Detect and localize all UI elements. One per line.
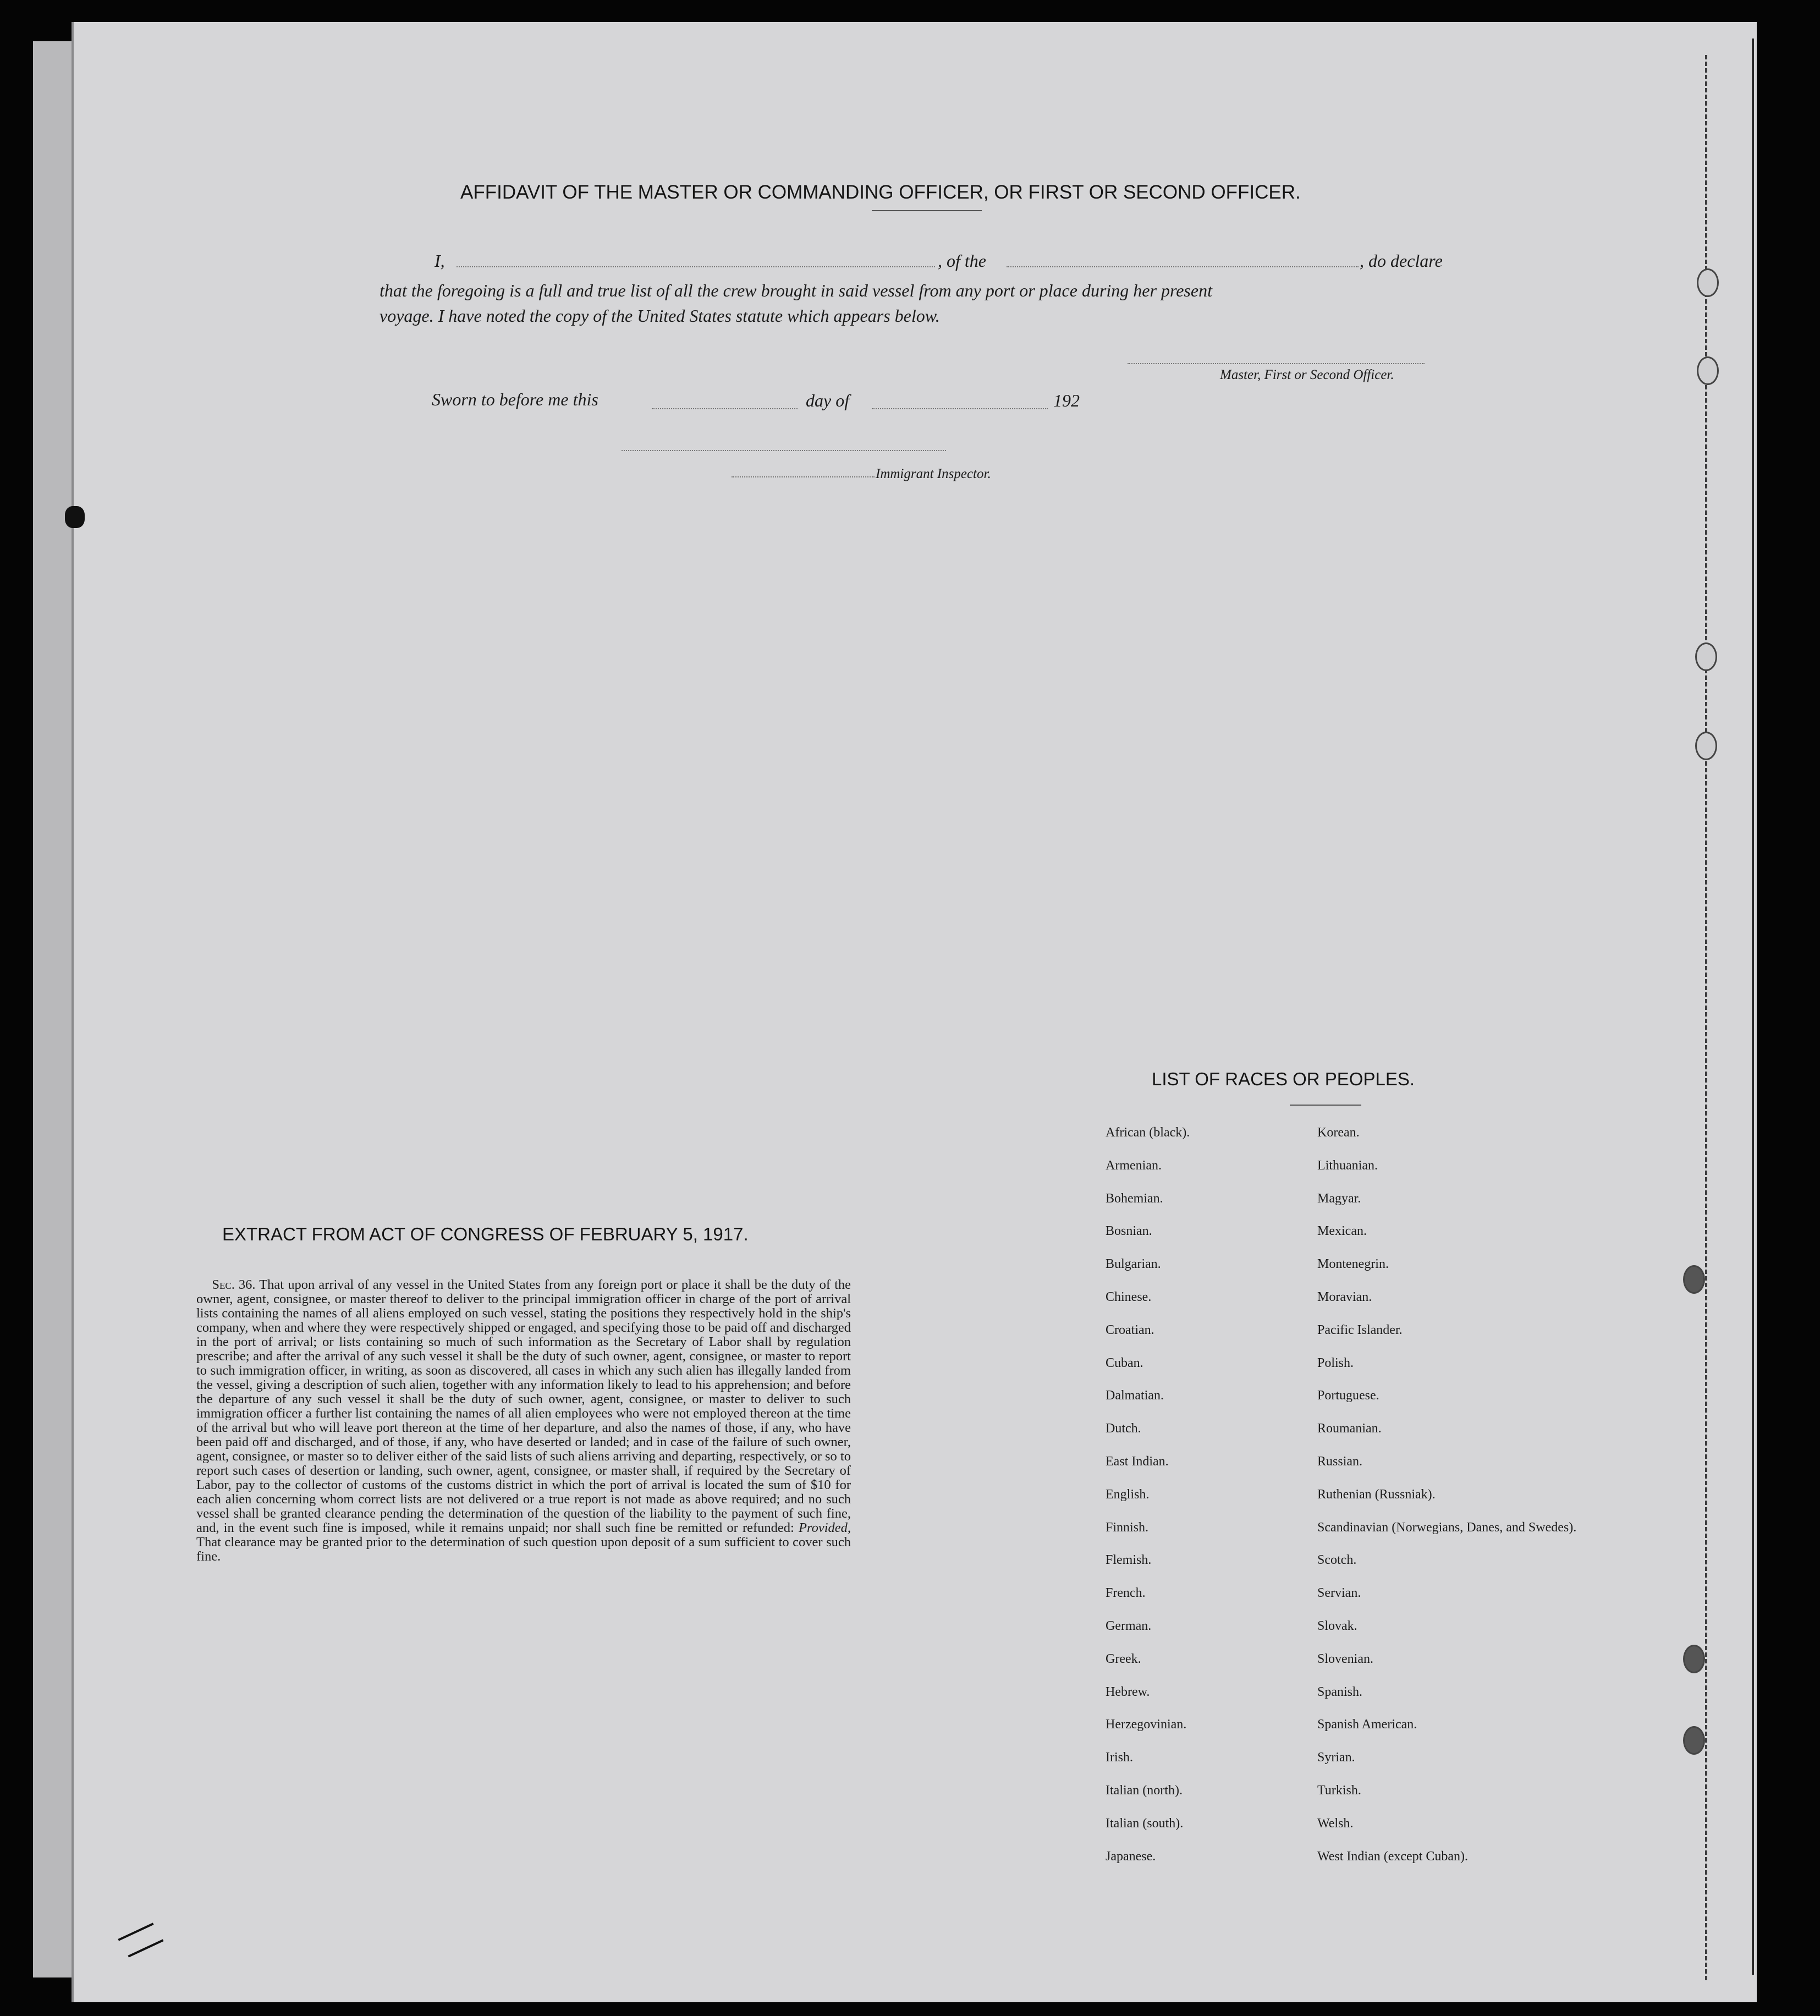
- signature-caption: Master, First or Second Officer.: [1220, 367, 1394, 382]
- title-rule: [872, 210, 982, 211]
- race-item: Roumanian.: [1317, 1421, 1382, 1436]
- race-item: Bulgarian.: [1106, 1257, 1161, 1272]
- vessel-blank: [1007, 266, 1359, 267]
- punch-hole-icon: [1683, 1265, 1705, 1294]
- race-item: Ruthenian (Russniak).: [1317, 1487, 1436, 1502]
- race-item: Spanish American.: [1317, 1717, 1417, 1732]
- punch-hole-icon: [1683, 1726, 1705, 1755]
- races-right-column: [1317, 1125, 1577, 1881]
- race-item: Japanese.: [1106, 1849, 1156, 1864]
- extract-body: [196, 1278, 851, 1564]
- day-blank: [652, 408, 798, 409]
- race-item: German.: [1106, 1618, 1152, 1633]
- race-item: Greek.: [1106, 1651, 1141, 1666]
- race-item: Bosnian.: [1106, 1224, 1152, 1239]
- race-item: Bohemian.: [1106, 1191, 1163, 1206]
- race-item: Moravian.: [1317, 1289, 1372, 1304]
- race-item: Chinese.: [1106, 1289, 1152, 1304]
- race-item: Spanish.: [1317, 1684, 1363, 1699]
- races-title: LIST OF RACES OR PEOPLES.: [1152, 1069, 1415, 1089]
- month-blank: [872, 408, 1048, 409]
- provided-text: That clearance may be granted prior to the determination of such question upon deposit of a sum sufficient to cover such fine.: [196, 1535, 851, 1564]
- race-item: Mexican.: [1317, 1224, 1367, 1239]
- ink-blot: [65, 506, 85, 528]
- affidavit-line-2: that the foregoing is a full and true list of all the crew brought in said vessel from any port or place during her present: [380, 281, 1212, 300]
- race-item: Slovenian.: [1317, 1651, 1373, 1666]
- race-item: Italian (north).: [1106, 1783, 1183, 1798]
- affidavit-of-the: , of the: [938, 251, 986, 271]
- races-left-column: [1106, 1125, 1337, 1881]
- race-item: Slovak.: [1317, 1618, 1357, 1633]
- race-item: Servian.: [1317, 1586, 1361, 1601]
- race-item: Korean.: [1317, 1125, 1360, 1140]
- race-item: Welsh.: [1317, 1816, 1354, 1831]
- race-item: Magyar.: [1317, 1191, 1361, 1206]
- race-item: Croatian.: [1106, 1322, 1154, 1337]
- race-item: French.: [1106, 1586, 1146, 1601]
- inspector-short-line: [732, 476, 875, 477]
- provided-label: Provided,: [798, 1520, 851, 1535]
- affidavit-i: I,: [435, 251, 445, 271]
- signature-line: [1128, 363, 1425, 364]
- name-blank: [457, 266, 935, 267]
- punch-hole-icon: [1697, 268, 1719, 297]
- race-item: Polish.: [1317, 1355, 1354, 1370]
- race-item: English.: [1106, 1487, 1150, 1502]
- race-item: West Indian (except Cuban).: [1317, 1849, 1468, 1864]
- race-item: Scandinavian (Norwegians, Danes, and Swedes).: [1317, 1520, 1577, 1535]
- race-item: Dutch.: [1106, 1421, 1141, 1436]
- race-item: Russian.: [1317, 1454, 1363, 1469]
- punch-hole-icon: [1683, 1645, 1705, 1673]
- punch-hole-icon: [1695, 642, 1717, 671]
- race-item: Lithuanian.: [1317, 1158, 1378, 1173]
- punch-hole-icon: [1697, 356, 1719, 385]
- inspector-caption: Immigrant Inspector.: [876, 466, 991, 481]
- perforation-line: [1705, 55, 1707, 1980]
- race-item: Cuban.: [1106, 1355, 1143, 1370]
- race-item: Turkish.: [1317, 1783, 1361, 1798]
- race-item: African (black).: [1106, 1125, 1190, 1140]
- race-item: Montenegrin.: [1317, 1257, 1389, 1272]
- race-item: Irish.: [1106, 1750, 1133, 1765]
- races-title-rule: [1290, 1105, 1361, 1106]
- race-item: Armenian.: [1106, 1158, 1162, 1173]
- race-item: Herzegovinian.: [1106, 1717, 1187, 1732]
- extract-title: EXTRACT FROM ACT OF CONGRESS OF FEBRUARY 5, 1917.: [222, 1224, 749, 1244]
- punch-hole-icon: [1695, 732, 1717, 760]
- race-item: Scotch.: [1317, 1553, 1357, 1568]
- race-item: Pacific Islander.: [1317, 1322, 1403, 1337]
- affidavit-title: AFFIDAVIT OF THE MASTER OR COMMANDING OFFICER, OR FIRST OR SECOND OFFICER.: [460, 182, 1301, 203]
- race-item: Dalmatian.: [1106, 1388, 1164, 1403]
- inspector-signature-line: [622, 450, 946, 451]
- race-item: Flemish.: [1106, 1553, 1152, 1568]
- section-text: That upon arrival of any vessel in the United States from any foreign port or place it shall be the duty of the owner, agent, consignee, or master thereof to deliver to the principal immigration officer in charge of the port of arrival lists containing the names of all aliens employed on such vessel, stating the positions they respectively hold in the ship's company, when and where they were respectively shipped or engaged, and specifying those to be paid off and discharged in the port of arrival; or lists containing so much of such information as the Secretary of Labor shall by regulation prescribe; and after the arrival of any such vessel it shall be the duty of such owner, agent, consignee, or master to report to such immigration officer, in writing, as soon as discovered, all cases in which any such alien has illegally landed from the vessel, giving a description of such alien, together with any information likely to lead to his apprehension; and before the departure of any such vessel it shall be the duty of such owner, agent, consignee, or master to deliver to such immigration officer a further list containing the names of all alien employees who were not employed thereon at the time of the arrival but who will leave port thereon at the time of her departure, and also the names of those, if any, who have been paid off and discharged, and of those, if any, who have deserted or landed; and in case of the failure of such owner, agent, consignee, or master so to deliver either of the said lists of such aliens arriving and departing, respectively, or so to report such cases of desertion or landing, such owner, agent, consignee, or master shall, if required by the Secretary of Labor, pay to the collector of customs of the customs district in which the port of arrival is located the sum of $10 for each alien concerning whom correct lists are not delivered or a true report is not made as above required; and no such vessel shall be granted clearance pending the determination of the question of the liability to the payment of such fine, and, in the event such fine is imposed, while it remains unpaid; nor shall such fine be remitted or refunded:: [196, 1277, 851, 1535]
- race-item: Italian (south).: [1106, 1816, 1184, 1831]
- sworn-text: Sworn to before me this: [432, 389, 598, 409]
- race-item: Hebrew.: [1106, 1684, 1150, 1699]
- sheet-right-edge: [1752, 39, 1754, 1975]
- race-item: Portuguese.: [1317, 1388, 1379, 1403]
- day-of-text: day of: [806, 391, 850, 410]
- affidavit-do-declare: , do declare: [1360, 251, 1443, 271]
- race-item: Finnish.: [1106, 1520, 1149, 1535]
- year-prefix: 192: [1053, 391, 1080, 410]
- race-item: East Indian.: [1106, 1454, 1169, 1469]
- section-label: Sec. 36.: [212, 1277, 256, 1292]
- race-item: Syrian.: [1317, 1750, 1355, 1765]
- affidavit-line-3: voyage. I have noted the copy of the United States statute which appears below.: [380, 306, 940, 326]
